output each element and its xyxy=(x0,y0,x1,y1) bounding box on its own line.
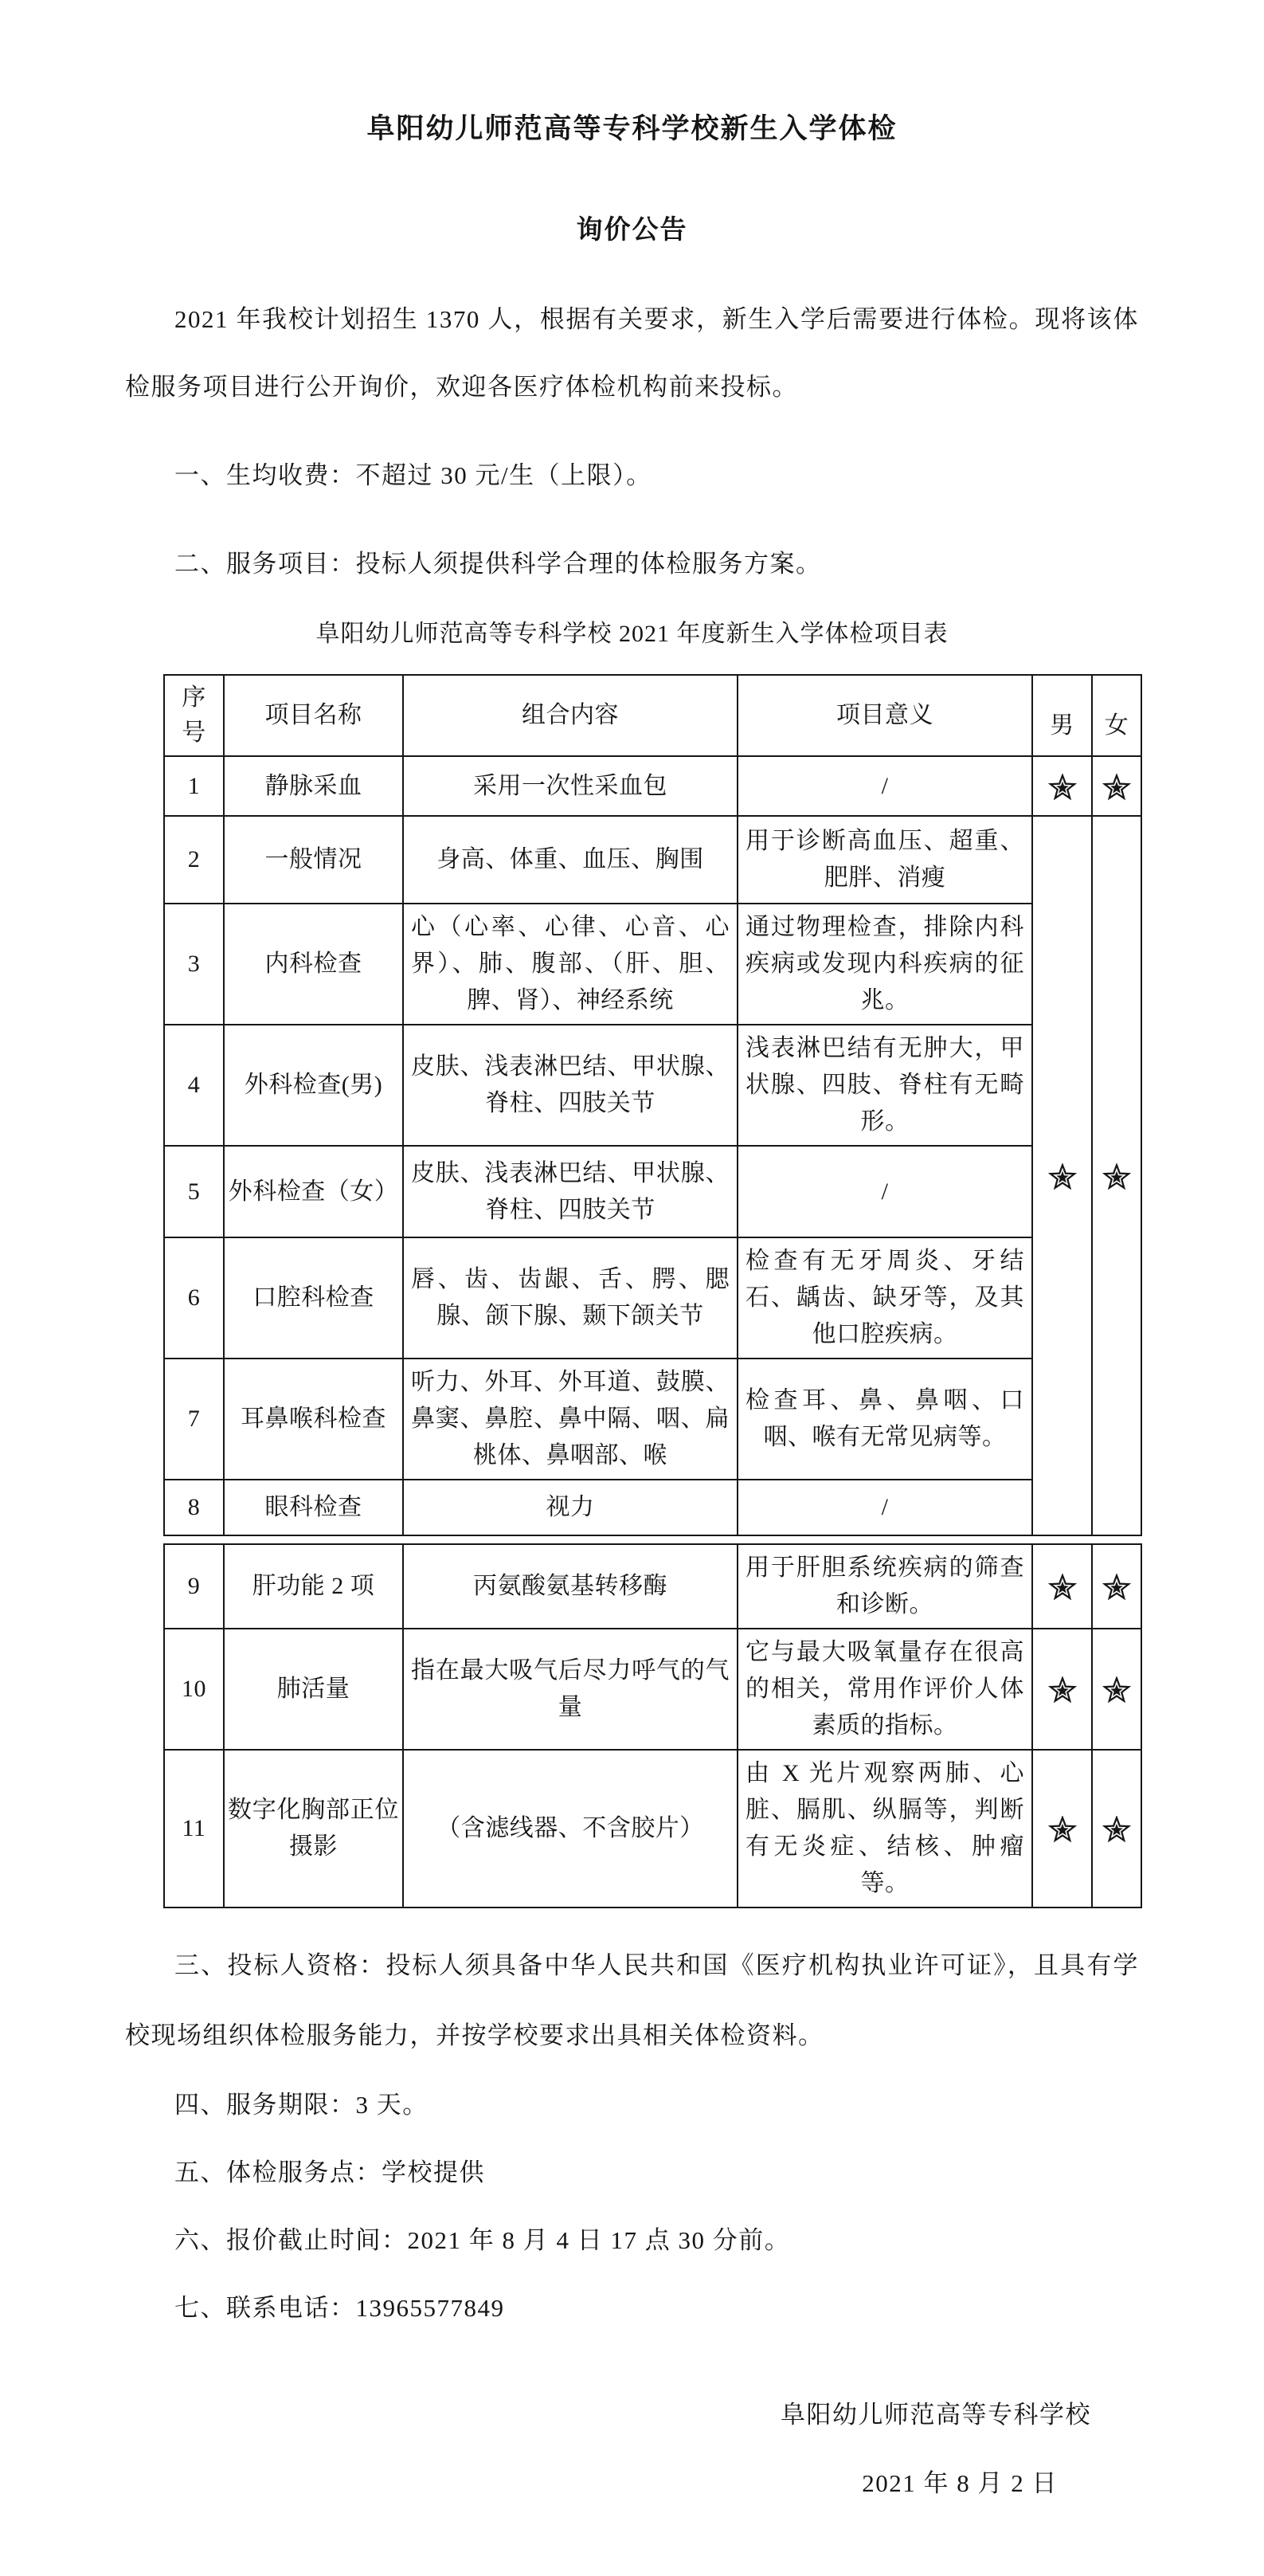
row-meaning: / xyxy=(738,1146,1032,1237)
signature-date: 2021 年 8 月 2 日 xyxy=(862,2469,1058,2497)
intro-paragraph: 2021 年我校计划招生 1370 人，根据有关要求，新生入学后需要进行体检。现将该体检服务项目进行公开询价，欢迎各医疗体检机构前来投标。 xyxy=(125,305,1139,401)
item-duration: 四、服务期限：3 天。 xyxy=(174,2091,429,2119)
table-caption: 阜阳幼儿师范高等专科学校 2021 年度新生入学体检项目表 xyxy=(315,621,949,647)
row-no: 4 xyxy=(164,1025,224,1146)
female-star-cell xyxy=(1092,1629,1141,1750)
exam-items-table-part1 xyxy=(163,674,1142,1536)
row-no: 5 xyxy=(164,1146,224,1237)
female-star-cell xyxy=(1092,1544,1141,1629)
row-no: 9 xyxy=(164,1544,224,1629)
male-star-cell xyxy=(1032,756,1092,816)
header-meaning: 项目意义 xyxy=(738,675,1032,756)
star-icon xyxy=(1102,1676,1131,1705)
row-meaning: 由 X 光片观察两肺、心脏、膈肌、纵膈等，判断有无炎症、结核、肿瘤等。 xyxy=(738,1750,1032,1907)
item-service: 二、服务项目：投标人须提供科学合理的体检服务方案。 xyxy=(174,550,822,578)
signature-school-name: 阜阳幼儿师范高等专科学校 xyxy=(781,2401,1091,2429)
male-star-cell xyxy=(1032,1544,1092,1629)
exam-items-table-part2 xyxy=(163,1543,1142,1908)
table-row xyxy=(164,1480,1141,1535)
row-no: 1 xyxy=(164,756,224,816)
row-content: 皮肤、浅表淋巴结、甲状腺、脊柱、四肢关节 xyxy=(403,1146,738,1237)
row-name: 口腔科检查 xyxy=(224,1237,403,1359)
row-name: 外科检查(男) xyxy=(224,1025,403,1146)
row-no: 3 xyxy=(164,904,224,1025)
document-title-line1: 阜阳幼儿师范高等专科学校新生入学体检 xyxy=(366,113,898,144)
row-name: 一般情况 xyxy=(224,816,403,904)
row-content: 视力 xyxy=(403,1480,738,1535)
female-star-merged-cell xyxy=(1092,816,1141,1535)
row-meaning: 通过物理检查，排除内科疾病或发现内科疾病的征兆。 xyxy=(738,904,1032,1025)
row-name: 数字化胸部正位摄影 xyxy=(224,1750,403,1907)
row-no: 10 xyxy=(164,1629,224,1750)
row-content: 唇、齿、齿龈、舌、腭、腮腺、颌下腺、颞下颌关节 xyxy=(403,1237,738,1359)
header-name: 项目名称 xyxy=(224,675,403,756)
star-icon xyxy=(1102,774,1131,802)
row-content: 采用一次性采血包 xyxy=(403,756,738,816)
star-icon xyxy=(1048,1163,1077,1192)
row-no: 8 xyxy=(164,1480,224,1535)
row-name: 耳鼻喉科检查 xyxy=(224,1359,403,1480)
table-row xyxy=(164,816,1141,904)
row-content: 身高、体重、血压、胸围 xyxy=(403,816,738,904)
row-content: （含滤线器、不含胶片） xyxy=(403,1750,738,1907)
row-content: 丙氨酸氨基转移酶 xyxy=(403,1544,738,1629)
star-icon xyxy=(1048,774,1077,802)
row-content: 指在最大吸气后尽力呼气的气量 xyxy=(403,1629,738,1750)
item-deadline: 六、报价截止时间：2021 年 8 月 4 日 17 点 30 分前。 xyxy=(174,2226,791,2254)
row-no: 11 xyxy=(164,1750,224,1907)
female-star-cell xyxy=(1092,1750,1141,1907)
male-star-merged-cell xyxy=(1032,816,1092,1535)
item-qualification: 三、投标人资格：投标人须具备中华人民共和国《医疗机构执业许可证》，且具有学校现场组织体检服务能力，并按学校要求出具相关体检资料。 xyxy=(125,1951,1139,2049)
star-icon xyxy=(1048,1574,1077,1602)
document-title-line2: 询价公告 xyxy=(576,216,688,245)
row-content: 皮肤、浅表淋巴结、甲状腺、脊柱、四肢关节 xyxy=(403,1025,738,1146)
row-name: 内科检查 xyxy=(224,904,403,1025)
row-meaning: / xyxy=(738,1480,1032,1535)
male-star-cell xyxy=(1032,1750,1092,1907)
header-male: 男 xyxy=(1032,675,1092,756)
row-name: 静脉采血 xyxy=(224,756,403,816)
row-name: 外科检查（女） xyxy=(224,1146,403,1237)
row-no: 6 xyxy=(164,1237,224,1359)
row-content: 听力、外耳、外耳道、鼓膜、鼻窦、鼻腔、鼻中隔、咽、扁桃体、鼻咽部、喉 xyxy=(403,1359,738,1480)
row-no: 2 xyxy=(164,816,224,904)
row-meaning: 检查有无牙周炎、牙结石、龋齿、缺牙等，及其他口腔疾病。 xyxy=(738,1237,1032,1359)
table-row xyxy=(164,1025,1141,1146)
table-row xyxy=(164,1544,1141,1629)
header-female: 女 xyxy=(1092,675,1141,756)
male-star-cell xyxy=(1032,1629,1092,1750)
row-name: 肺活量 xyxy=(224,1629,403,1750)
row-meaning: 它与最大吸氧量存在很高的相关，常用作评价人体素质的指标。 xyxy=(738,1629,1032,1750)
header-content: 组合内容 xyxy=(403,675,738,756)
table-row xyxy=(164,1750,1141,1907)
star-icon xyxy=(1048,1676,1077,1705)
row-name: 肝功能 2 项 xyxy=(224,1544,403,1629)
header-no: 序号 xyxy=(164,675,224,756)
table-row xyxy=(164,1146,1141,1237)
table-header-row xyxy=(164,675,1141,756)
row-meaning: 用于诊断高血压、超重、肥胖、消瘦 xyxy=(738,816,1032,904)
item-phone: 七、联系电话：13965577849 xyxy=(174,2294,505,2322)
table-row xyxy=(164,1237,1141,1359)
row-meaning: 用于肝胆系统疾病的筛查和诊断。 xyxy=(738,1544,1032,1629)
table-row xyxy=(164,756,1141,816)
star-icon xyxy=(1102,1574,1131,1602)
star-icon xyxy=(1102,1163,1131,1192)
table-row xyxy=(164,904,1141,1025)
female-star-cell xyxy=(1092,756,1141,816)
row-meaning: 检查耳、鼻、鼻咽、口咽、喉有无常见病等。 xyxy=(738,1359,1032,1480)
table-row xyxy=(164,1629,1141,1750)
item-location: 五、体检服务点：学校提供 xyxy=(174,2158,485,2186)
item-fee: 一、生均收费：不超过 30 元/生（上限）。 xyxy=(174,461,652,489)
row-content: 心（心率、心律、心音、心界）、肺、腹部、（肝、胆、脾、肾）、神经系统 xyxy=(403,904,738,1025)
row-name: 眼科检查 xyxy=(224,1480,403,1535)
row-meaning: 浅表淋巴结有无肿大，甲状腺、四肢、脊柱有无畸形。 xyxy=(738,1025,1032,1146)
row-no: 7 xyxy=(164,1359,224,1480)
star-icon xyxy=(1048,1816,1077,1845)
row-meaning: / xyxy=(738,756,1032,816)
star-icon xyxy=(1102,1816,1131,1845)
table-row xyxy=(164,1359,1141,1480)
